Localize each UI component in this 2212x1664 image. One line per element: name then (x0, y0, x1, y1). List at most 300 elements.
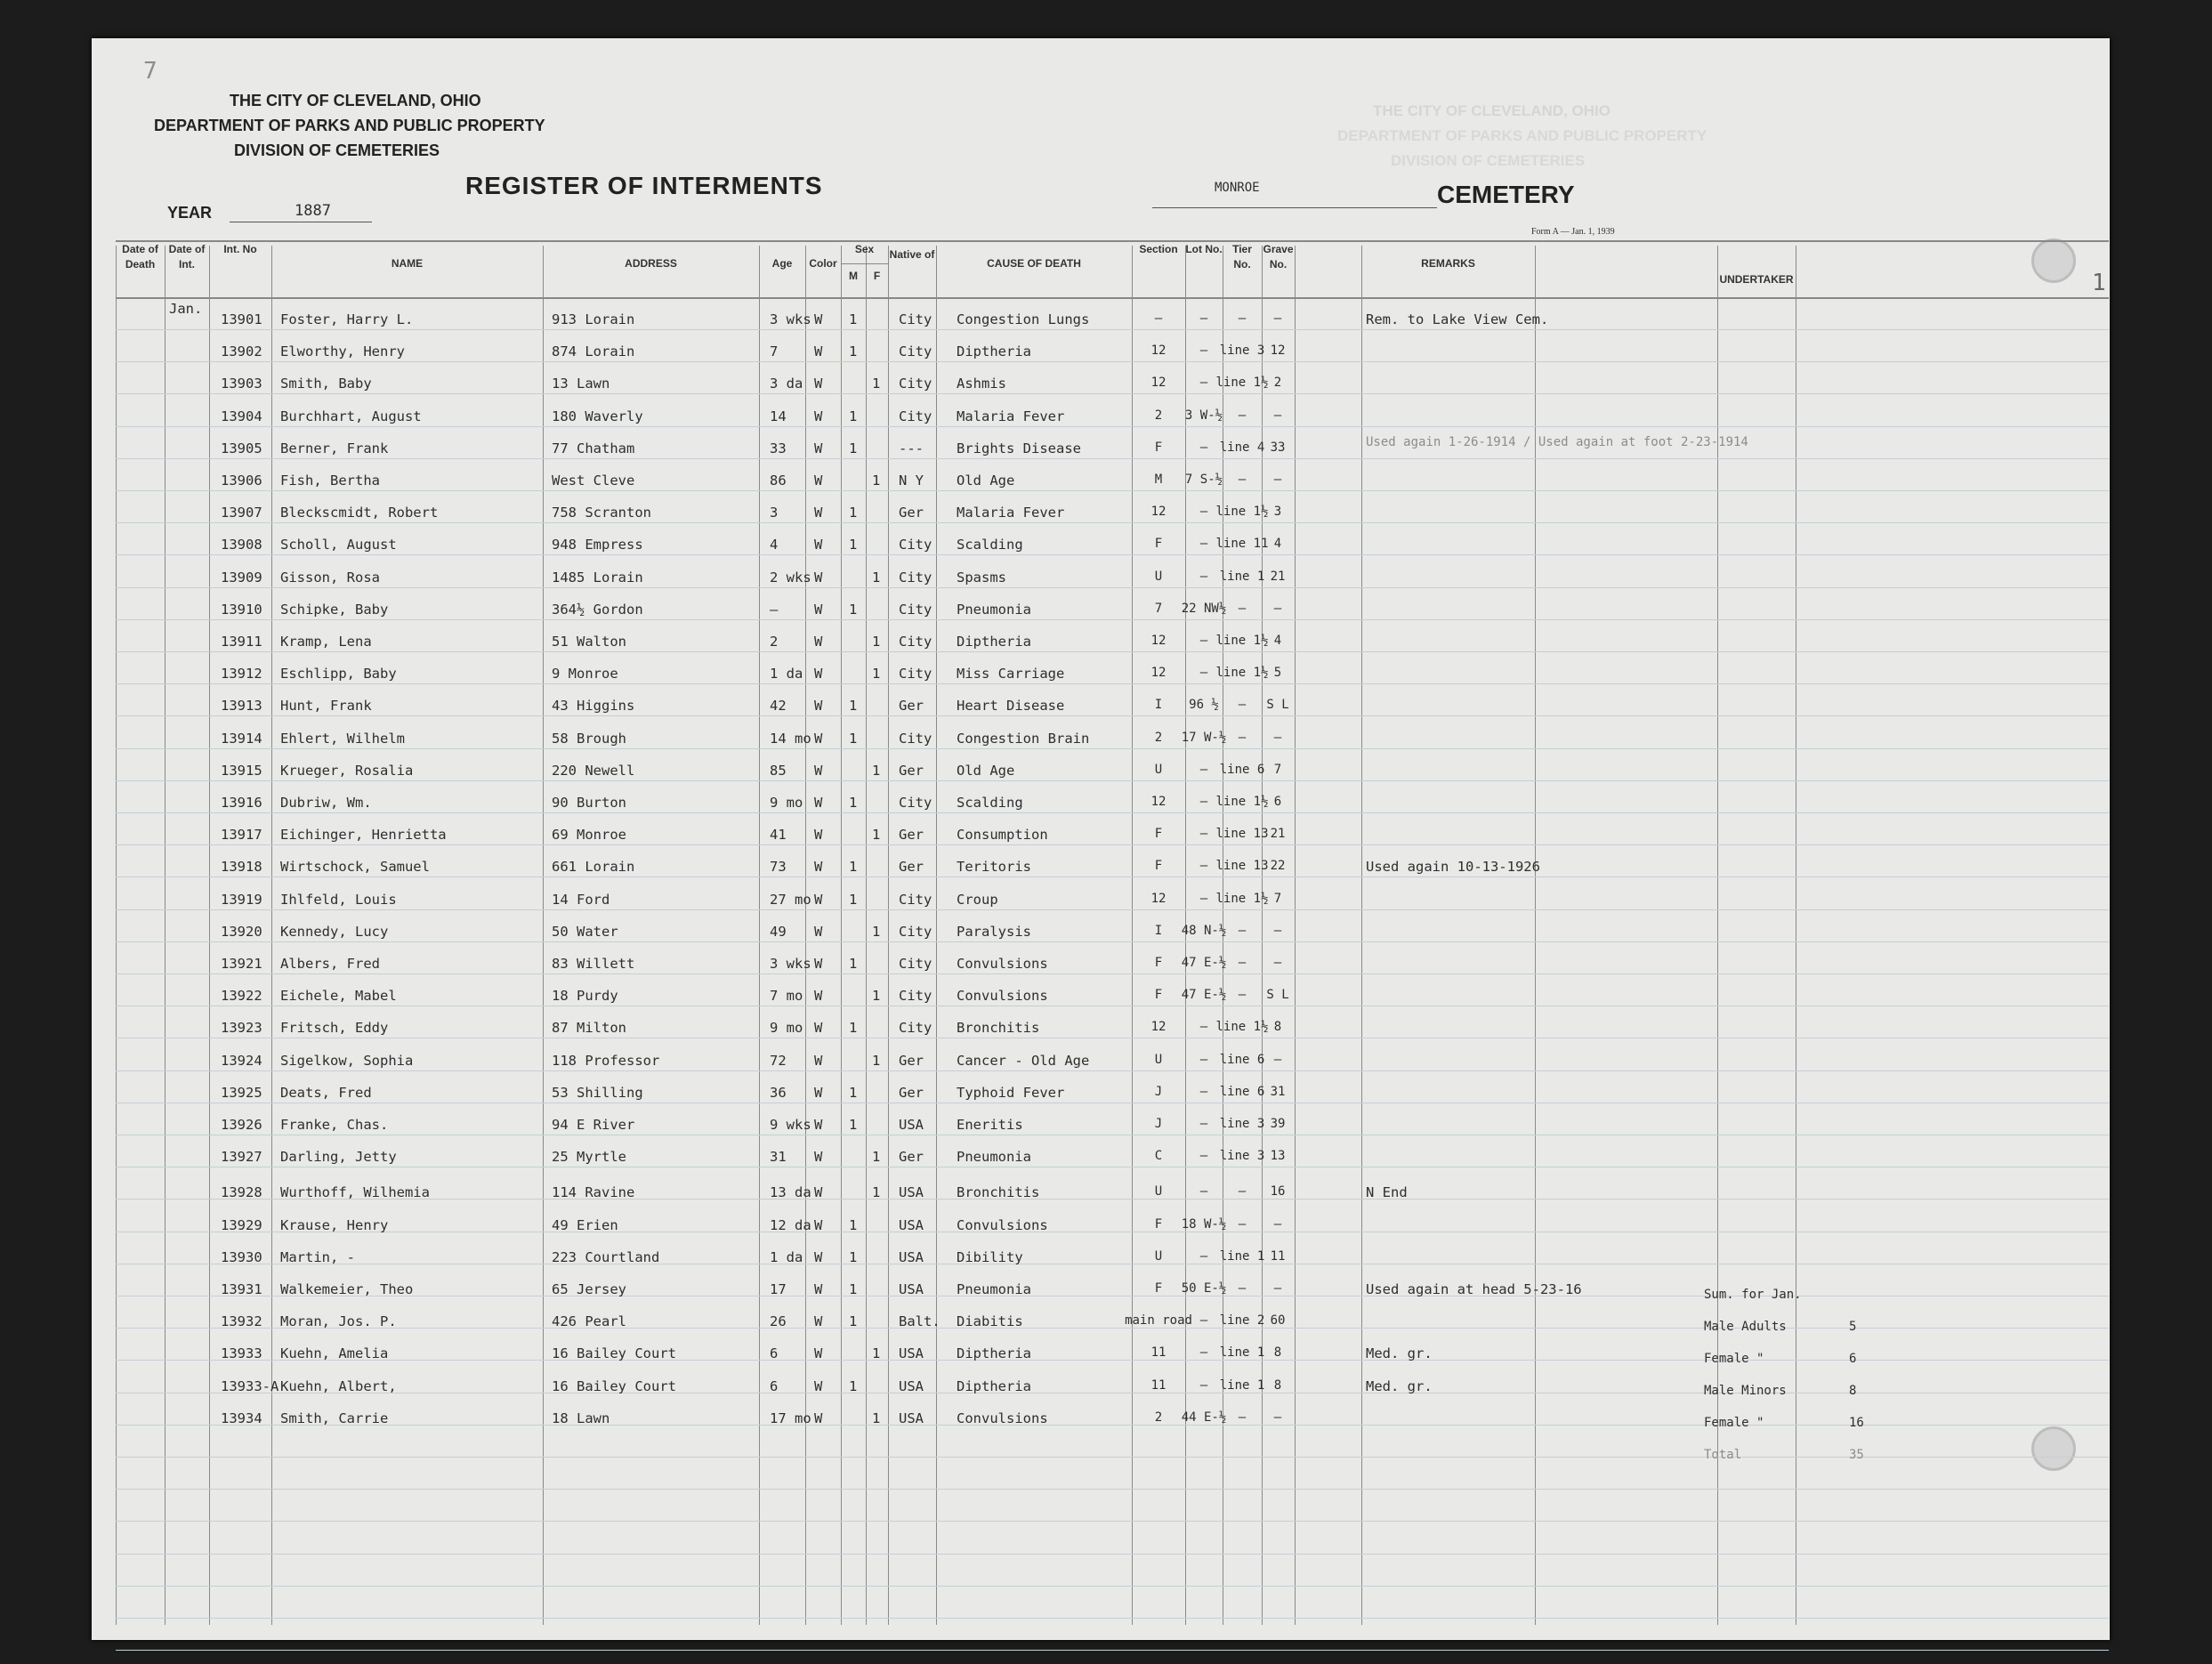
color-cell: W (814, 1345, 823, 1362)
age-cell: 7 mo (770, 988, 803, 1005)
header-sex-f: F (873, 270, 881, 282)
int-no-cell: 13927 (221, 1149, 262, 1166)
header-sex-m: M (849, 270, 858, 282)
age-cell: 73 (770, 859, 787, 876)
native-cell: City (899, 795, 932, 811)
sex-m-cell: 1 (849, 440, 858, 456)
int-no-cell: 13913 (221, 698, 262, 715)
lot-cell: – (1199, 634, 1208, 648)
section-cell: F (1154, 1216, 1163, 1232)
grave-cell: – (1273, 311, 1282, 326)
remarks-cell: Med. gr. (1366, 1377, 1433, 1394)
lot-cell: 47 E-½ (1181, 956, 1227, 970)
name-cell: Fritsch, Eddy (280, 1020, 389, 1037)
address-cell: 223 Courtland (552, 1248, 660, 1265)
int-no-cell: 13921 (221, 956, 262, 972)
header-cause: CAUSE OF DEATH (987, 257, 1081, 270)
int-no-cell: 13926 (221, 1117, 262, 1133)
grave-cell: 33 (1270, 440, 1286, 455)
section-cell: 12 (1150, 376, 1167, 391)
section-cell: U (1154, 1248, 1163, 1264)
native-cell: City (899, 376, 932, 392)
int-no-cell: 13934 (221, 1410, 262, 1426)
sex-m-cell: 1 (849, 1084, 858, 1101)
grave-cell: 6 (1273, 795, 1282, 809)
tier-cell: line 1 (1219, 569, 1265, 584)
address-cell: 114 Ravine (552, 1184, 635, 1201)
age-cell: 9 wks (770, 1117, 811, 1133)
color-cell: W (814, 537, 823, 553)
sex-m-cell: 1 (849, 956, 858, 972)
name-cell: Krause, Henry (280, 1216, 389, 1233)
color-cell: W (814, 730, 823, 747)
cause-cell: Dibility (957, 1248, 1023, 1265)
address-cell: 364½ Gordon (552, 601, 643, 618)
lot-cell: – (1199, 440, 1208, 455)
int-no-cell: 13911 (221, 634, 262, 650)
grave-cell: 8 (1273, 1020, 1282, 1035)
lot-cell: 44 E-½ (1181, 1410, 1227, 1425)
tier-cell: – (1238, 311, 1247, 326)
grave-cell: 13 (1270, 1149, 1286, 1164)
color-cell: W (814, 634, 823, 650)
grave-cell: – (1273, 1410, 1282, 1425)
section-cell: U (1154, 1052, 1163, 1067)
address-cell: 661 Lorain (552, 859, 635, 876)
cause-cell: Scalding (957, 537, 1023, 553)
remarks-cell: Used again 10-13-1926 (1366, 859, 1540, 876)
remarks-cell: N End (1366, 1184, 1408, 1201)
tier-cell: line 1½ (1215, 634, 1269, 648)
sex-m-cell: 1 (849, 1313, 858, 1330)
cause-cell: Convulsions (957, 956, 1048, 972)
address-cell: 90 Burton (552, 795, 626, 811)
native-cell: City (899, 1020, 932, 1037)
sex-m-cell: 1 (849, 1377, 858, 1394)
lot-cell: – (1199, 1313, 1208, 1329)
age-cell: 86 (770, 473, 787, 489)
address-cell: 51 Walton (552, 634, 626, 650)
lot-cell: – (1199, 343, 1208, 359)
sex-f-cell: 1 (872, 569, 881, 586)
section-cell: U (1154, 569, 1163, 584)
name-cell: Smith, Carrie (280, 1410, 389, 1426)
grave-cell: 22 (1270, 859, 1286, 874)
section-cell: main road (1125, 1313, 1192, 1329)
int-no-cell: 13931 (221, 1281, 262, 1297)
int-no-cell: 13922 (221, 988, 262, 1005)
native-cell: City (899, 343, 932, 360)
address-cell: 65 Jersey (552, 1281, 626, 1297)
age-cell: 9 mo (770, 1020, 803, 1037)
lot-cell: – (1199, 1248, 1208, 1264)
section-cell: F (1154, 988, 1163, 1003)
grave-cell: – (1273, 730, 1282, 745)
grave-cell: – (1273, 601, 1282, 616)
age-cell: 3 (770, 505, 779, 521)
name-cell: Eichele, Mabel (280, 988, 397, 1005)
cause-cell: Eneritis (957, 1117, 1023, 1133)
color-cell: W (814, 1216, 823, 1233)
grave-cell: 4 (1273, 634, 1282, 648)
sex-f-cell: 1 (872, 666, 881, 683)
tier-cell: – (1238, 1184, 1247, 1200)
name-cell: Hunt, Frank (280, 698, 372, 715)
tier-cell: – (1238, 956, 1247, 970)
section-cell: F (1154, 956, 1163, 970)
header-grave: Grave No. (1263, 243, 1294, 271)
color-cell: W (814, 1084, 823, 1101)
cause-cell: Cancer - Old Age (957, 1052, 1090, 1069)
cause-cell: Bronchitis (957, 1184, 1040, 1201)
color-cell: W (814, 1117, 823, 1133)
int-no-cell: 13902 (221, 343, 262, 360)
native-cell: City (899, 569, 932, 586)
address-cell: 87 Milton (552, 1020, 626, 1037)
age-cell: 14 mo (770, 730, 811, 747)
int-no-cell: 13901 (221, 311, 262, 327)
grave-cell: 21 (1270, 827, 1286, 842)
grave-cell: S L (1266, 988, 1289, 1003)
section-cell: 2 (1154, 730, 1163, 745)
address-cell: 49 Erien (552, 1216, 618, 1233)
age-cell: 33 (770, 440, 787, 456)
grave-cell: 8 (1273, 1377, 1282, 1393)
int-no-cell: 13925 (221, 1084, 262, 1101)
cause-cell: Pneumonia (957, 601, 1031, 618)
name-cell: Schipke, Baby (280, 601, 389, 618)
name-cell: Albers, Fred (280, 956, 380, 972)
age-cell: 27 mo (770, 891, 811, 908)
name-cell: Elworthy, Henry (280, 343, 405, 360)
lot-cell: – (1199, 795, 1208, 809)
age-cell: 13 da (770, 1184, 811, 1201)
native-cell: USA (899, 1184, 924, 1201)
color-cell: W (814, 1377, 823, 1394)
native-cell: USA (899, 1248, 924, 1265)
int-no-cell: 13924 (221, 1052, 262, 1069)
section-cell: 12 (1150, 891, 1167, 906)
section-cell: J (1154, 1084, 1163, 1099)
color-cell: W (814, 795, 823, 811)
grave-cell: 3 (1273, 505, 1282, 520)
sex-m-cell: 1 (849, 505, 858, 521)
sex-m-cell: 1 (849, 1020, 858, 1037)
age-cell: 17 mo (770, 1410, 811, 1426)
native-cell: City (899, 311, 932, 327)
grave-cell: 2 (1273, 376, 1282, 391)
grave-cell: 4 (1273, 537, 1282, 552)
cause-cell: Convulsions (957, 1216, 1048, 1233)
age-cell: 42 (770, 698, 787, 715)
tier-cell: line 13 (1215, 859, 1269, 874)
age-cell: 1 da (770, 666, 803, 683)
native-cell: --- (899, 440, 924, 456)
grave-cell: – (1273, 923, 1282, 938)
address-cell: 9 Monroe (552, 666, 618, 683)
tier-cell: – (1238, 1410, 1247, 1425)
native-cell: Ger (899, 1149, 924, 1166)
int-no-cell: 13903 (221, 376, 262, 392)
tier-cell: line 4 (1219, 440, 1265, 455)
color-cell: W (814, 311, 823, 327)
name-cell: Fish, Bertha (280, 473, 380, 489)
color-cell: W (814, 1052, 823, 1069)
int-no-cell: 13910 (221, 601, 262, 618)
int-no-cell: 13917 (221, 827, 262, 844)
cause-cell: Convulsions (957, 988, 1048, 1005)
lot-cell: 3 W-½ (1184, 408, 1223, 423)
cause-cell: Paralysis (957, 923, 1031, 940)
name-cell: Krueger, Rosalia (280, 762, 414, 779)
name-cell: Eschlipp, Baby (280, 666, 397, 683)
cemetery-name: MONROE (1215, 181, 1260, 195)
cause-cell: Congestion Brain (957, 730, 1090, 747)
tier-cell: line 1½ (1215, 891, 1269, 906)
native-cell: City (899, 891, 932, 908)
name-cell: Kramp, Lena (280, 634, 372, 650)
header-tier: Tier No. (1232, 243, 1252, 271)
tier-cell: line 1½ (1215, 376, 1269, 391)
grave-cell: 21 (1270, 569, 1286, 584)
color-cell: W (814, 1020, 823, 1037)
age-cell: 1 da (770, 1248, 803, 1265)
tier-cell: line 3 (1219, 1149, 1265, 1164)
sex-f-cell: 1 (872, 1345, 881, 1362)
lot-cell: 7 S-½ (1184, 473, 1223, 487)
sex-f-cell: 1 (872, 473, 881, 489)
register-title: REGISTER OF INTERMENTS (465, 172, 823, 199)
address-cell: 43 Higgins (552, 698, 635, 715)
color-cell: W (814, 601, 823, 618)
cause-cell: Miss Carriage (957, 666, 1065, 683)
grave-cell: – (1273, 408, 1282, 423)
cause-cell: Consumption (957, 827, 1048, 844)
lot-cell: – (1199, 762, 1208, 777)
grave-cell: S L (1266, 698, 1289, 713)
address-cell: 83 Willett (552, 956, 635, 972)
age-cell: 14 (770, 408, 787, 424)
grave-cell: 39 (1270, 1117, 1286, 1131)
lot-cell: – (1199, 666, 1208, 681)
int-no-cell: 13930 (221, 1248, 262, 1265)
native-cell: City (899, 988, 932, 1005)
tier-cell: – (1238, 1216, 1247, 1232)
native-cell: USA (899, 1345, 924, 1362)
tier-cell: line 6 (1219, 1084, 1265, 1099)
address-cell: 180 Waverly (552, 408, 643, 424)
grave-cell: – (1273, 1216, 1282, 1232)
cause-cell: Croup (957, 891, 998, 908)
header-section: Section (1139, 243, 1178, 255)
tier-cell: line 1 (1219, 1377, 1265, 1393)
header-name: NAME (391, 257, 424, 270)
city-title: THE CITY OF CLEVELAND, OHIO (230, 92, 481, 109)
native-cell: N Y (899, 473, 924, 489)
tier-cell: line 1½ (1215, 666, 1269, 681)
tier-cell: line 3 (1219, 1117, 1265, 1131)
sex-m-cell: 1 (849, 1117, 858, 1133)
color-cell: W (814, 827, 823, 844)
tier-cell: – (1238, 730, 1247, 745)
color-cell: W (814, 891, 823, 908)
section-cell: U (1154, 1184, 1163, 1200)
cause-cell: Pneumonia (957, 1281, 1031, 1297)
summary-title: Sum. for Jan. (1704, 1288, 1802, 1302)
header-undertaker: UNDERTAKER (1719, 273, 1794, 286)
name-cell: Dubriw, Wm. (280, 795, 372, 811)
native-cell: USA (899, 1117, 924, 1133)
header-date-of-int: Date of Int. (168, 243, 206, 271)
int-no-cell: 13906 (221, 473, 262, 489)
address-cell: 758 Scranton (552, 505, 651, 521)
lot-cell: – (1199, 1020, 1208, 1035)
native-cell: USA (899, 1216, 924, 1233)
cause-cell: Congestion Lungs (957, 311, 1090, 327)
page-mark: 1 (2092, 270, 2106, 296)
header-lot: Lot No. (1185, 243, 1223, 255)
name-cell: Moran, Jos. P. (280, 1313, 397, 1330)
age-cell: 41 (770, 827, 787, 844)
lot-cell: – (1199, 537, 1208, 552)
name-cell: Scholl, August (280, 537, 397, 553)
section-cell: 11 (1150, 1345, 1167, 1361)
sex-f-cell: 1 (872, 634, 881, 650)
address-cell: 25 Myrtle (552, 1149, 626, 1166)
lot-cell: – (1199, 311, 1208, 326)
int-no-cell: 13907 (221, 505, 262, 521)
summary-male-minors: 8 (1849, 1384, 1857, 1398)
color-cell: W (814, 1410, 823, 1426)
sex-f-cell: 1 (872, 988, 881, 1005)
name-cell: Gisson, Rosa (280, 569, 380, 586)
age-cell: 31 (770, 1149, 787, 1166)
address-cell: 16 Bailey Court (552, 1345, 676, 1362)
native-cell: City (899, 730, 932, 747)
header-age: Age (771, 257, 793, 270)
lot-cell: – (1199, 505, 1208, 520)
age-cell: 3 wks (770, 311, 811, 327)
address-cell: 77 Chatham (552, 440, 635, 456)
lot-cell: – (1199, 1184, 1208, 1200)
sex-m-cell: 1 (849, 730, 858, 747)
remarks-cell: Rem. to Lake View Cem. (1366, 311, 1549, 327)
section-cell: – (1154, 311, 1163, 326)
summary-male-minors-label: Male Minors (1704, 1384, 1787, 1398)
sex-f-cell: 1 (872, 1184, 881, 1201)
sex-f-cell: 1 (872, 1052, 881, 1069)
name-cell: Bleckscmidt, Robert (280, 505, 439, 521)
address-cell: 69 Monroe (552, 827, 626, 844)
int-no-cell: 13909 (221, 569, 262, 586)
sex-m-cell: 1 (849, 859, 858, 876)
sex-m-cell: 1 (849, 698, 858, 715)
native-cell: City (899, 923, 932, 940)
grave-cell: – (1273, 956, 1282, 970)
grave-cell: – (1273, 1052, 1282, 1067)
int-no-cell: 13923 (221, 1020, 262, 1037)
section-cell: 12 (1150, 505, 1167, 520)
name-cell: Kennedy, Lucy (280, 923, 389, 940)
native-cell: Ger (899, 762, 924, 779)
grave-cell: – (1273, 473, 1282, 487)
lot-cell: – (1199, 1084, 1208, 1099)
sex-m-cell: 1 (849, 537, 858, 553)
color-cell: W (814, 762, 823, 779)
sex-m-cell: 1 (849, 1281, 858, 1297)
summary-total: 35 (1849, 1448, 1864, 1462)
color-cell: W (814, 343, 823, 360)
section-cell: I (1154, 923, 1163, 938)
summary-female-a: 6 (1849, 1352, 1857, 1366)
sex-m-cell: 1 (849, 1216, 858, 1233)
lot-cell: 48 N-½ (1181, 923, 1227, 938)
name-cell: Ihlfeld, Louis (280, 891, 397, 908)
address-cell: 426 Pearl (552, 1313, 626, 1330)
age-cell: 17 (770, 1281, 787, 1297)
section-cell: F (1154, 1281, 1163, 1296)
sex-m-cell: 1 (849, 408, 858, 424)
lot-cell: – (1199, 1117, 1208, 1131)
remarks-cell: Used again 1-26-1914 / Used again at foot 2-23-1914 (1366, 434, 1748, 449)
section-cell: C (1154, 1149, 1163, 1164)
address-cell: 18 Purdy (552, 988, 618, 1005)
tier-cell: line 13 (1215, 827, 1269, 842)
remarks-cell: Med. gr. (1366, 1345, 1433, 1362)
section-cell: 12 (1150, 1020, 1167, 1035)
cause-cell: Teritoris (957, 859, 1031, 876)
header-remarks: REMARKS (1421, 257, 1475, 270)
cause-cell: Old Age (957, 762, 1015, 779)
age-cell: 3 wks (770, 956, 811, 972)
name-cell: Kuehn, Amelia (280, 1345, 389, 1362)
name-cell: Franke, Chas. (280, 1117, 389, 1133)
address-cell: 948 Empress (552, 537, 643, 553)
tier-cell: line 1 (1219, 1248, 1265, 1264)
age-cell: 12 da (770, 1216, 811, 1233)
color-cell: W (814, 1281, 823, 1297)
sex-m-cell: 1 (849, 601, 858, 618)
year-value: 1887 (295, 202, 331, 220)
summary-male-adults-label: Male Adults (1704, 1320, 1787, 1334)
lot-cell: – (1199, 827, 1208, 842)
age-cell: 7 (770, 343, 779, 360)
color-cell: W (814, 923, 823, 940)
sex-f-cell: 1 (872, 1149, 881, 1166)
int-no-cell: 13929 (221, 1216, 262, 1233)
int-no-cell: 13920 (221, 923, 262, 940)
name-cell: Smith, Baby (280, 376, 372, 392)
department-title: DEPARTMENT OF PARKS AND PUBLIC PROPERTY (154, 117, 545, 134)
grave-cell: 12 (1270, 343, 1286, 359)
int-no-cell: 13908 (221, 537, 262, 553)
cause-cell: Malaria Fever (957, 505, 1065, 521)
cause-cell: Pneumonia (957, 1149, 1031, 1166)
grave-cell: 16 (1270, 1184, 1286, 1200)
header-sex: Sex (854, 243, 875, 255)
native-cell: Ger (899, 505, 924, 521)
section-cell: 2 (1154, 1410, 1163, 1425)
section-cell: F (1154, 440, 1163, 455)
sex-m-cell: 1 (849, 311, 858, 327)
lot-cell: – (1199, 1345, 1208, 1361)
age-cell: 6 (770, 1377, 779, 1394)
cause-cell: Diptheria (957, 1345, 1031, 1362)
sex-f-cell: 1 (872, 762, 881, 779)
section-cell: I (1154, 698, 1163, 713)
lot-cell: – (1199, 1052, 1208, 1067)
tier-cell: – (1238, 1281, 1247, 1296)
